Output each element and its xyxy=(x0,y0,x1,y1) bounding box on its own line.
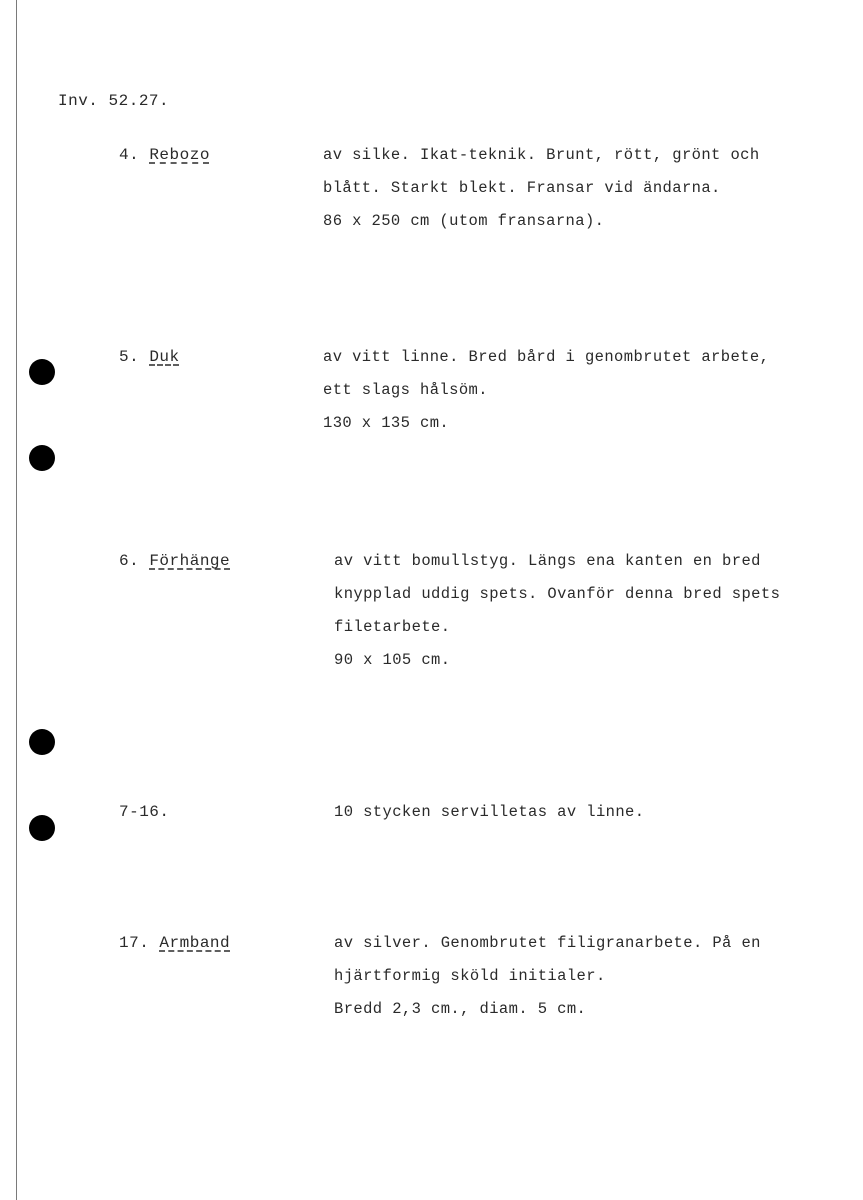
description-line: av vitt linne. Bred bård i genombrutet arbete, xyxy=(323,348,770,366)
entry-label xyxy=(119,934,230,952)
description-line: av vitt bomullstyg. Längs ena kanten en bred xyxy=(334,552,761,570)
description-line: Bredd 2,3 cm., diam. 5 cm. xyxy=(334,1000,587,1018)
entry-title: Armband xyxy=(159,934,231,952)
description-line: 130 x 135 cm. xyxy=(323,414,450,432)
entry-number: 17. xyxy=(119,934,150,952)
description-line: 86 x 250 cm (utom fransarna). xyxy=(323,212,605,230)
entry-description xyxy=(334,545,780,677)
punch-hole xyxy=(29,815,55,841)
description-line: ett slags hålsöm. xyxy=(323,381,488,399)
entry-title: Förhänge xyxy=(149,552,231,570)
description-line: 90 x 105 cm. xyxy=(334,651,451,669)
entry-label xyxy=(119,146,210,164)
entry-label xyxy=(119,348,180,366)
entry-description xyxy=(334,796,644,829)
punch-hole xyxy=(29,359,55,385)
margin-rule xyxy=(16,0,17,1200)
description-line: filetarbete. xyxy=(334,618,451,636)
entry-description xyxy=(323,139,760,238)
description-line: hjärtformig sköld initialer. xyxy=(334,967,606,985)
inventory-number: Inv. 52.27. xyxy=(58,92,170,110)
entry-label xyxy=(119,803,170,821)
punch-hole xyxy=(29,729,55,755)
entry-number: 7-16. xyxy=(119,803,170,821)
description-line: knypplad uddig spets. Ovanför denna bred spets xyxy=(334,585,781,603)
entry-number: 4. xyxy=(119,146,140,164)
entry-title: Duk xyxy=(149,348,180,366)
entry-description xyxy=(334,927,761,1026)
description-line: av silver. Genombrutet filigranarbete. På en xyxy=(334,934,761,952)
entry-label xyxy=(119,552,230,570)
entry-number: 6. xyxy=(119,552,140,570)
description-line: 10 stycken servilletas av linne. xyxy=(334,803,645,821)
description-line: blått. Starkt blekt. Fransar vid ändarna. xyxy=(323,179,721,197)
description-line: av silke. Ikat-teknik. Brunt, rött, grönt och xyxy=(323,146,760,164)
entry-description xyxy=(323,341,769,440)
entry-title: Rebozo xyxy=(149,146,210,164)
punch-hole xyxy=(29,445,55,471)
entry-number: 5. xyxy=(119,348,140,366)
